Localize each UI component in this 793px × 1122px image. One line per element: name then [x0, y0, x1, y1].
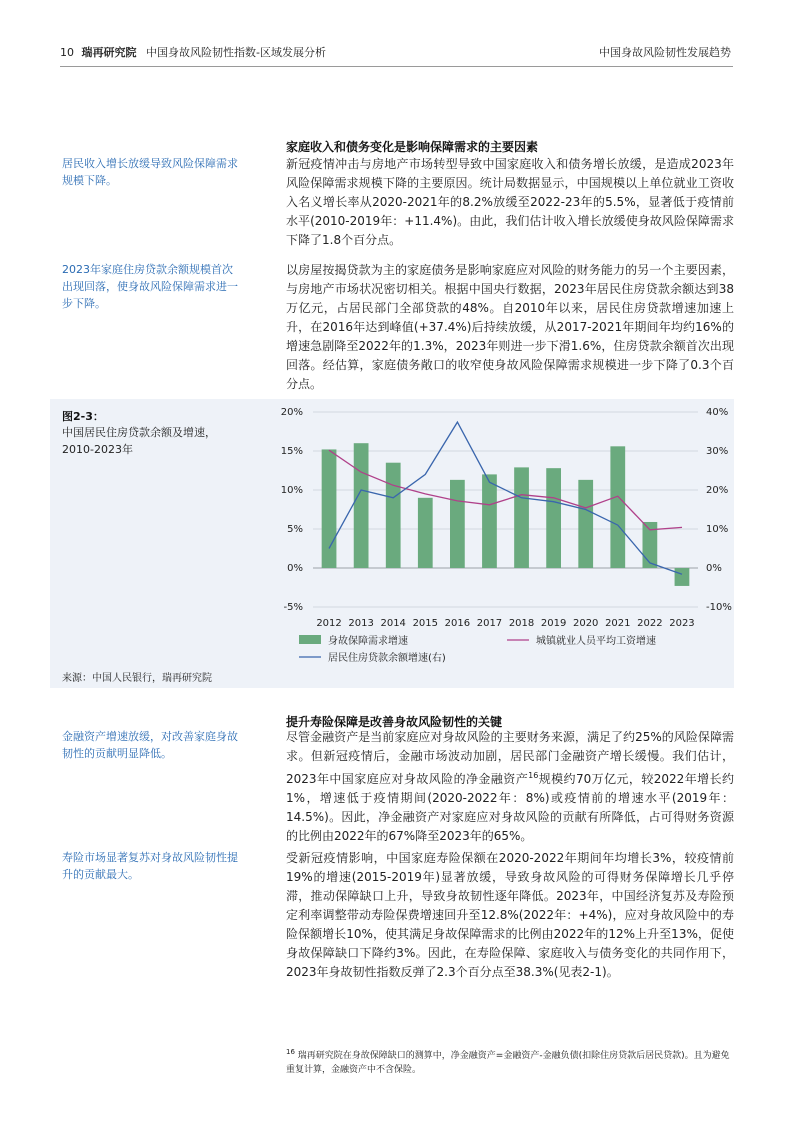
- y-right-tick-label: 20%: [706, 485, 729, 496]
- bar: [450, 480, 465, 568]
- x-tick-label: 2012: [316, 618, 342, 629]
- bar: [386, 463, 401, 568]
- section2-heading: 提升寿险保障是改善身故风险韧性的关键: [286, 715, 503, 729]
- brand-name: 瑞再研究院: [81, 46, 137, 59]
- paragraph-income: 新冠疫情冲击与房地产市场转型导致中国家庭收入和债务增长放缓，是造成2023年风险保障需求规模下降的主要原因。统计局数据显示，中国规模以上单位就业工资收入名义增长率从2020-2021年的8.2%放缓至2022-23年的5.5%，显著低于疫情前水平(2010-2019年：+11.4%)。由此，我们估计收入增长放缓使身故风险保障需求下降了1.8个百分点。: [286, 157, 734, 247]
- bar: [675, 568, 690, 586]
- legend-label: 城镇就业人员平均工资增速: [536, 636, 656, 647]
- y-left-tick-label: 0%: [287, 563, 303, 574]
- bar: [482, 474, 497, 568]
- x-tick-label: 2013: [348, 618, 374, 629]
- bar: [418, 498, 433, 568]
- side-note-mortgage: 2023年家庭住房贷款余额规模首次出现回落，使身故风险保障需求进一步下降。: [62, 263, 238, 310]
- y-left-tick-label: 15%: [280, 446, 303, 457]
- y-right-tick-label: -10%: [706, 602, 732, 613]
- x-tick-label: 2016: [444, 618, 471, 629]
- x-tick-label: 2021: [605, 618, 631, 629]
- x-tick-label: 2023: [669, 618, 695, 629]
- y-right-tick-label: 30%: [706, 446, 729, 457]
- x-tick-label: 2020: [572, 618, 599, 629]
- legend-swatch-bar: [299, 635, 321, 644]
- paragraph-life-insurance: 受新冠疫情影响，中国家庭寿险保额在2020-2022年期间年均增长3%，较疫情前19%的增速(2015-2019年)显著放缓，导致身故风险的可得财务保障增长几乎停滞，推动保障缺口上升，导致身故韧性逐年降低。2023年，中国经济复苏及寿险预定利率调整带动寿险保费增速回升至12.8%(2022年：+4%)，应对身故风险中的寿险保额增长10%，使其满足身故保障需求的比例由2022年的12%上升至13%，促使身故保障缺口下降约3%。因此，在寿险保障、家庭收入与债务变化的共同作用下，2023年身故韧性指数反弹了2.3个百分点至38.3%(见表2-1)。: [286, 851, 734, 979]
- legend-label: 身故保障需求增速: [328, 636, 408, 647]
- bar: [514, 467, 529, 568]
- section1-heading: 家庭收入和债务变化是影响保障需求的主要因素: [286, 140, 539, 154]
- y-right-tick-label: 0%: [706, 563, 722, 574]
- x-tick-label: 2019: [540, 618, 567, 629]
- footnote-text: 瑞再研究院在身故保障缺口的测算中，净金融资产=金融资产-金融负债(扣除住房贷款后居民贷款)。且为避免重复计算，金融资产中不含保险。: [286, 1051, 730, 1075]
- bar: [546, 468, 561, 568]
- y-left-tick-label: 5%: [287, 524, 303, 535]
- bar: [322, 449, 337, 568]
- document-title: 中国身故风险韧性指数-区域发展分析: [146, 46, 326, 59]
- side-note-financial-assets: 金融资产增速放缓，对改善家庭身故韧性的贡献明显降低。: [62, 730, 238, 760]
- y-left-tick-label: 10%: [280, 485, 303, 496]
- paragraph-text: 规模约70万亿元，较2022年增长约1%，增速低于疫情期间(2020-2022年：8%)或疫情前的增速水平(2019年：14.5%)。因此，净金融资产对家庭应对身故风险的贡献有所降低，占可得财务资源的比例由2022年的67%降至2023年的65%。: [286, 772, 734, 843]
- running-header-left: [60, 44, 326, 60]
- section-title: 中国身故风险韧性发展趋势: [599, 46, 731, 59]
- side-note-income: 居民收入增长放缓导致风险保障需求规模下降。: [62, 157, 238, 187]
- x-tick-label: 2014: [380, 618, 406, 629]
- figure-label: 图2-3：: [62, 410, 104, 423]
- footnote-reference: 16: [528, 771, 539, 780]
- paragraph-financial-assets: [286, 728, 734, 846]
- footnote: [286, 1045, 734, 1077]
- x-tick-label: 2018: [508, 618, 535, 629]
- x-tick-label: 2015: [412, 618, 439, 629]
- y-right-tick-label: 10%: [706, 524, 729, 535]
- figure-title: 中国居民住房贷款余额及增速，2010-2023年: [62, 426, 216, 456]
- y-left-tick-label: 20%: [280, 407, 303, 418]
- paragraph-mortgage: 以房屋按揭贷款为主的家庭债务是影响家庭应对风险的财务能力的另一个主要因素，与房地产市场状况密切相关。根据中国央行数据，2023年居民住房贷款余额达到38万亿元，占居民部门全部贷款的48%。自2010年以来，居民住房贷款增速加速上升，在2016年达到峰值(+37.4%)后持续放缓，从2017-2021年期间年均约16%的增速急剧降至2022年的1.3%，2023年则进一步下滑1.6%，住房贷款余额首次出现回落。经估算，家庭债务敞口的收窄使身故风险保障需求规模进一步下降了0.3个百分点。: [286, 263, 734, 391]
- y-left-tick-label: -5%: [283, 602, 303, 613]
- figure-source: 来源：中国人民银行，瑞再研究院: [62, 673, 212, 684]
- legend-label: 居民住房贷款余额增速(右): [328, 653, 446, 664]
- x-tick-label: 2022: [637, 618, 663, 629]
- header-divider: [60, 66, 733, 67]
- y-right-tick-label: 40%: [706, 407, 729, 418]
- series-line: [329, 422, 682, 574]
- bar: [610, 446, 625, 568]
- page-number: 10: [60, 46, 74, 59]
- footnote-number: 16: [286, 1048, 295, 1056]
- bar: [578, 480, 593, 568]
- side-note-life-insurance: 寿险市场显著复苏对身故风险韧性提升的贡献最大。: [62, 851, 238, 881]
- x-tick-label: 2017: [476, 618, 503, 629]
- bar: [354, 443, 369, 568]
- paragraph-text: 尽管金融资产是当前家庭应对身故风险的主要财务来源，满足了约25%的风险保障需求。但新冠疫情后，金融市场波动加剧，居民部门金融资产增长缓慢。我们估计，2023年中国家庭应对身故风险的净金融资产: [286, 730, 734, 786]
